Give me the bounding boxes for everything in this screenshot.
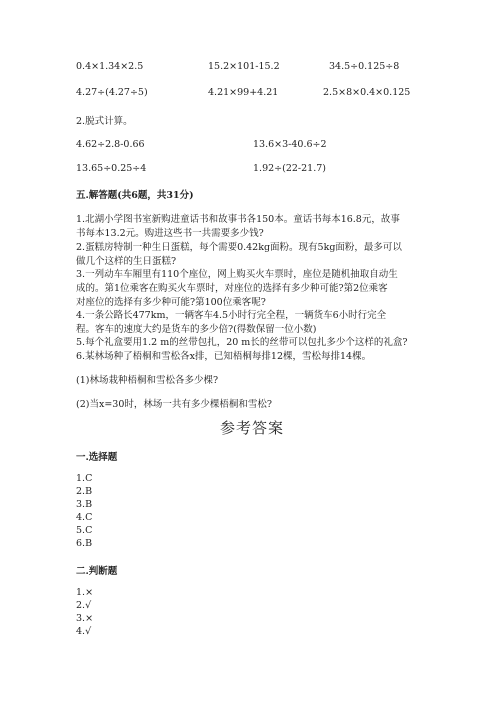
problem-line: 3.一列动车车厢里有110个座位，网上购买火车票时，座位是随机抽取自动生: [76, 269, 398, 280]
answer-item: 3.×: [76, 613, 94, 624]
calc-item: 13.65÷0.25÷4: [76, 163, 147, 174]
calc-item: 4.27÷(4.27÷5): [76, 87, 148, 98]
problem-line: 成的。第1位乘客在购买火车票时，对座位的选择有多少种可能?第2位乘客: [76, 283, 388, 294]
answer-item: 5.C: [76, 525, 93, 536]
problem-line: 做几个这样的生日蛋糕?: [76, 256, 177, 267]
calc-item: 4.21×99+4.21: [208, 87, 279, 98]
answer-item: 1.C: [76, 473, 93, 484]
problem-line: 1.北湖小学图书室新购进童话书和故事书各150本。童话书每本16.8元，故事: [76, 214, 400, 225]
sub-question: (2)当x=30时，林场一共有多少棵梧桐和雪松?: [76, 399, 272, 410]
section-heading: 2.脱式计算。: [76, 116, 133, 127]
answer-section-heading: 二.判断题: [76, 566, 118, 577]
problem-line: 书每本13.2元。购进这些书一共需要多少钱?: [76, 228, 264, 239]
calc-item: 34.5÷0.125÷8: [329, 61, 400, 72]
answer-item: 4.√: [76, 626, 92, 637]
calc-item: 4.62÷2.8-0.66: [76, 139, 145, 150]
calc-item: 1.92÷(22-21.7): [253, 163, 326, 174]
answer-item: 4.C: [76, 512, 93, 523]
answer-item: 6.B: [76, 538, 93, 549]
problem-line: 4.一条公路长477km，一辆客车4.5小时行完全程，一辆货车6小时行完全: [76, 310, 387, 321]
problem-line: 对座位的选择有多少种可能?第100位乘客呢?: [76, 297, 266, 308]
answer-item: 2.√: [76, 600, 92, 611]
sub-question: (1)林场栽种梧桐和雪松各多少棵?: [76, 375, 219, 386]
calc-item: 0.4×1.34×2.5: [76, 61, 144, 72]
answer-item: 1.×: [76, 587, 94, 598]
problem-line: 2.蛋糕房特制一种生日蛋糕，每个需要0.42kg面粉。现有5kg面粉，最多可以: [76, 242, 402, 253]
answer-section-heading: 一.选择题: [76, 452, 118, 463]
problem-line: 程。客车的速度大约是货车的多少倍?(得数保留一位小数): [76, 324, 317, 335]
problem-line: 5.每个礼盒要用1.2 m的丝带包扎，20 m长的丝带可以包扎多少个这样的礼盒?: [76, 337, 408, 348]
answer-item: 3.B: [76, 499, 93, 510]
problem-line: 6.某林场种了梧桐和雪松各x排，已知梧桐每排12棵，雪松每排14棵。: [76, 351, 372, 362]
calc-item: 2.5×8×0.4×0.125: [323, 87, 411, 98]
calc-item: 13.6×3-40.6÷2: [253, 139, 327, 150]
calc-item: 15.2×101-15.2: [208, 61, 280, 72]
answer-item: 2.B: [76, 486, 93, 497]
section-heading: 五.解答题(共6题，共31分): [76, 190, 194, 201]
answer-title: 参考答案: [220, 419, 285, 437]
